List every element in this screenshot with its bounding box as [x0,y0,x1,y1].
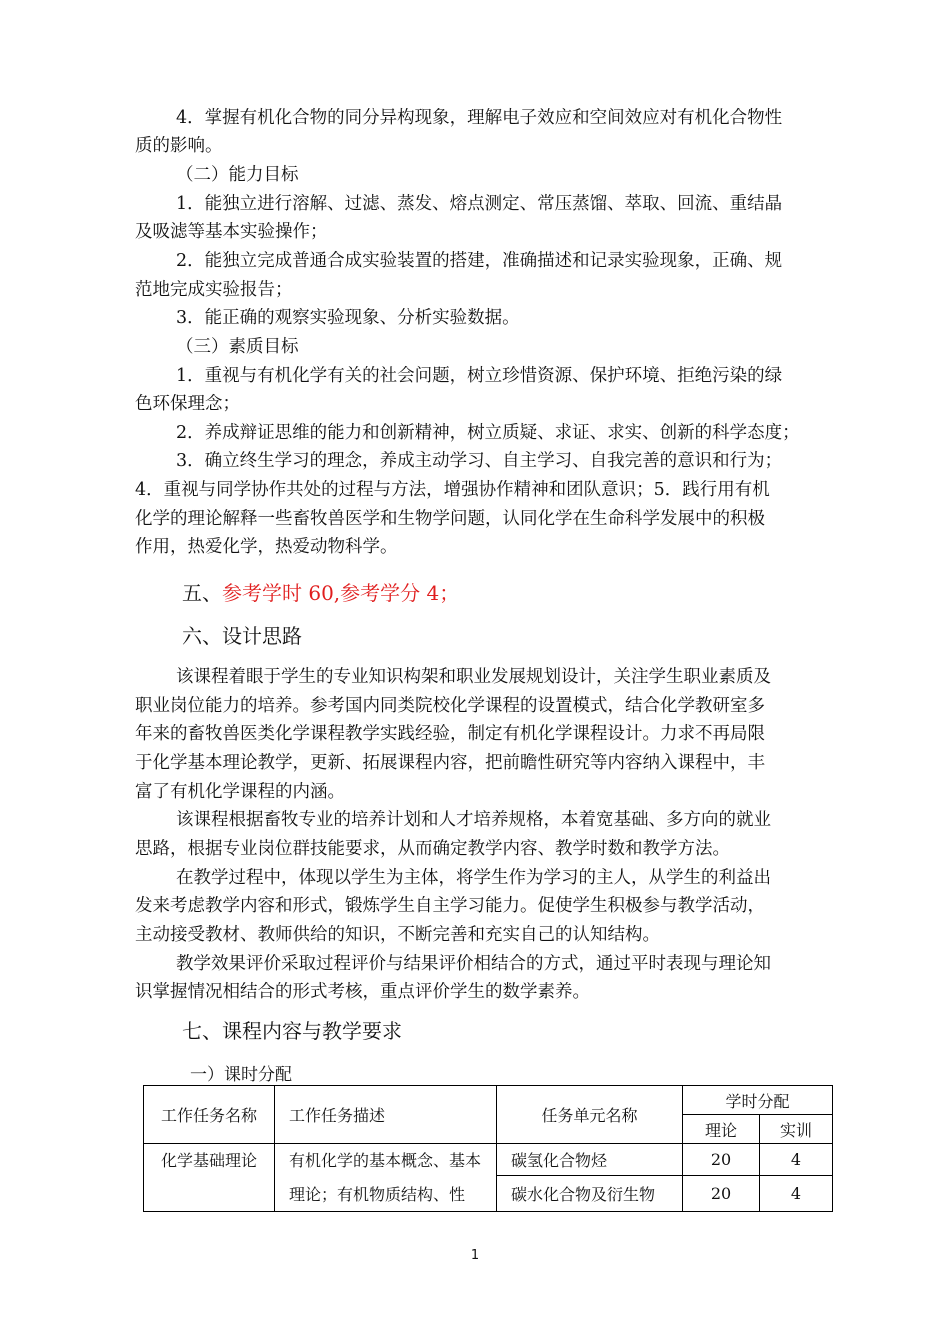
paragraph-line: 发来考虑教学内容和形式，锻炼学生自主学习能力。促使学生积极参与教学活动， [135,896,765,916]
cell-theory: 20 [683,1144,760,1176]
section-5-text: 参考学时 60,参考学分 4； [222,581,460,605]
section-5-heading [182,580,459,606]
section-5-number: 五、 [182,581,222,605]
paragraph-line: 2．养成辩证思维的能力和创新精神，树立质疑、求证、求实、创新的科学态度； [176,423,800,443]
cell-description: 有机化学的基本概念、基本 [275,1144,497,1176]
paragraph-line: 3．确立终生学习的理念，养成主动学习、自主学习、自我完善的意识和行为； [176,451,783,471]
header-theory: 理论 [683,1115,760,1144]
paragraph-line: 思路，根据专业岗位群技能要求，从而确定教学内容、教学时数和教学方法。 [135,839,730,859]
paragraph-line: 职业岗位能力的培养。参考国内同类院校化学课程的设置模式，结合化学教研室多 [135,696,765,716]
subsection-hour-allocation: 一）课时分配 [190,1065,292,1085]
header-practice: 实训 [760,1115,833,1144]
header-task-name: 工作任务名称 [144,1086,275,1144]
section-7-heading: 七、课程内容与教学要求 [182,1019,402,1043]
paragraph-line: 该课程根据畜牧专业的培养计划和人才培养规格，本着宽基础、多方向的就业 [176,810,771,830]
paragraph-line: 化学的理论解释一些畜牧兽医学和生物学问题，认同化学在生命科学发展中的积极 [135,509,765,529]
paragraph-line: 4．重视与同学协作共处的过程与方法，增强协作精神和团队意识；5．践行用有机 [135,480,770,500]
paragraph-line: 作用，热爱化学，热爱动物科学。 [135,537,398,557]
cell-unit: 碳水化合物及衍生物 [497,1176,683,1212]
paragraph-line: 3．能正确的观察实验现象、分析实验数据。 [176,308,520,328]
paragraph-line: 及吸滤等基本实验操作； [135,222,328,242]
paragraph-line: 主动接受教材、教师供给的知识，不断完善和充实自己的认知结构。 [135,925,660,945]
table-row [144,1176,833,1212]
paragraph-line: 在教学过程中，体现以学生为主体，将学生作为学习的主人，从学生的利益出 [176,868,771,888]
cell-theory: 20 [683,1176,760,1212]
paragraph-line: 该课程着眼于学生的专业知识构架和职业发展规划设计，关注学生职业素质及 [176,667,771,687]
header-unit-name: 任务单元名称 [497,1086,683,1144]
paragraph-line: 质的影响。 [135,136,223,156]
paragraph-line: 4．掌握有机化合物的同分异构现象，理解电子效应和空间效应对有机化合物性 [176,108,783,128]
table-row [144,1144,833,1176]
paragraph-line: 教学效果评价采取过程评价与结果评价相结合的方式，通过平时表现与理论知 [176,954,771,974]
cell-task [144,1176,275,1212]
page-number: 1 [470,1248,480,1263]
paragraph-line: 2．能独立完成普通合成实验装置的搭建，准确描述和记录实验现象，正确、规 [176,251,783,271]
paragraph-line: 于化学基本理论教学，更新、拓展课程内容，把前瞻性研究等内容纳入课程中，丰 [135,753,765,773]
cell-practice: 4 [760,1144,833,1176]
paragraph-line: 范地完成实验报告； [135,280,293,300]
hour-allocation-table [143,1085,833,1212]
cell-unit: 碳氢化合物烃 [497,1144,683,1176]
subheading-ability-goals: （二）能力目标 [176,165,299,185]
cell-practice: 4 [760,1176,833,1212]
cell-task: 化学基础理论 [144,1144,275,1176]
table-header-row [144,1086,833,1115]
cell-description: 理论；有机物质结构、性 [275,1176,497,1212]
header-task-description: 工作任务描述 [275,1086,497,1144]
paragraph-line: 1．能独立进行溶解、过滤、蒸发、熔点测定、常压蒸馏、萃取、回流、重结晶 [176,194,783,214]
paragraph-line: 识掌握情况相结合的形式考核，重点评价学生的数学素养。 [135,982,590,1002]
section-6-heading: 六、设计思路 [182,624,302,648]
paragraph-line: 色环保理念； [135,394,240,414]
paragraph-line: 1．重视与有机化学有关的社会问题，树立珍惜资源、保护环境、拒绝污染的绿 [176,366,783,386]
header-hour-allocation: 学时分配 [683,1086,833,1115]
subheading-quality-goals: （三）素质目标 [176,337,299,357]
paragraph-line: 年来的畜牧兽医类化学课程教学实践经验，制定有机化学课程设计。力求不再局限 [135,724,765,744]
paragraph-line: 富了有机化学课程的内涵。 [135,782,345,802]
